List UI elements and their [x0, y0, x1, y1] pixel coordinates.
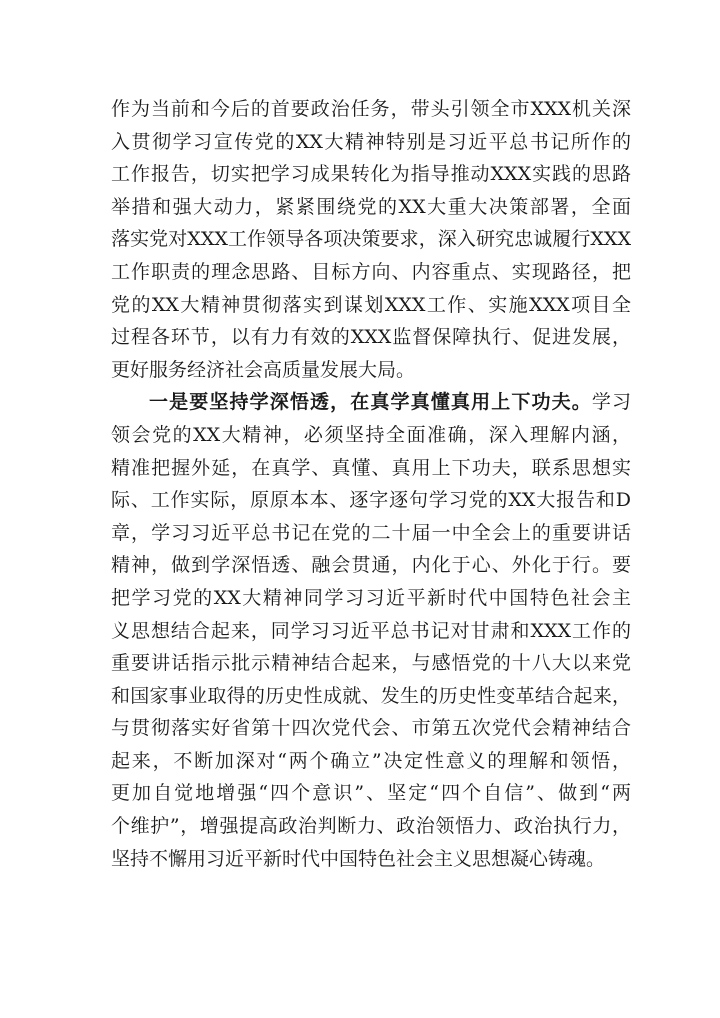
paragraph-line: 过程各环节，以有力有效的XXX监督保障执行、促进发展， — [111, 326, 631, 349]
paragraph-line: 坚持不懈用习近平新时代中国特色社会主义思想凝心铸魂。 — [111, 847, 606, 870]
paragraph-line: 领会党的XX大精神，必须坚持全面准确，深入理解内涵， — [111, 423, 631, 446]
paragraph-line: 与贯彻落实好省第十四次党代会、市第五次党代会精神结合 — [111, 717, 631, 740]
paragraph-line: 作为当前和今后的首要政治任务，带头引领全市XXX机关深 — [111, 98, 631, 120]
paragraph-line: 落实党对XXX工作领导各项决策要求，深入研究忠诚履行XXX — [111, 228, 631, 251]
paragraph-line: 党的XX大精神贯彻落实到谋划XXX工作、实施XXX项目全 — [111, 293, 631, 316]
section-heading: 一是要坚持学深悟透，在真学真懂真用上下功夫。 — [149, 391, 592, 414]
paragraph-line: 精神，做到学深悟透、融会贯通，内化于心、外化于行。要 — [111, 554, 631, 577]
paragraph-line: 和国家事业取得的历史性成就、发生的历史性变革结合起来， — [111, 684, 631, 707]
paragraph-line: 起来，不断加深对“两个确立”决定性意义的理解和领悟， — [111, 749, 631, 772]
paragraph-2 — [111, 386, 631, 875]
paragraph-first-line — [111, 386, 631, 419]
paragraph-line: 更好服务经济社会高质量发展大局。 — [111, 358, 416, 381]
paragraph-line: 入贯彻学习宣传党的XX大精神特别是习近平总书记所作的 — [111, 130, 631, 153]
paragraph-line: 际、工作实际，原原本本、逐字逐句学习党的XX大报告和D — [111, 489, 631, 512]
paragraph-line: 章，学习习近平总书记在党的二十届一中全会上的重要讲话 — [111, 521, 631, 544]
heading-continuation: 学习 — [591, 391, 631, 414]
paragraph-line: 工作职责的理念思路、目标方向、内容重点、实现路径，把 — [111, 260, 631, 283]
document-body — [111, 93, 631, 875]
paragraph-line: 更加自觉地增强“四个意识”、坚定“四个自信”、做到“两 — [111, 782, 631, 805]
paragraph-line: 义思想结合起来，同学习习近平总书记对甘肃和XXX工作的 — [111, 619, 631, 642]
paragraph-line: 举措和强大动力，紧紧围绕党的XX大重大决策部署，全面 — [111, 195, 631, 218]
paragraph-line: 个维护”，增强提高政治判断力、政治领悟力、政治执行力， — [111, 815, 631, 838]
paragraph-line: 重要讲话指示批示精神结合起来，与感悟党的十八大以来党 — [111, 652, 631, 675]
paragraph-line: 工作报告，切实把学习成果转化为指导推动XXX实践的思路 — [111, 163, 631, 186]
paragraph-line: 把学习党的XX大精神同学习习近平新时代中国特色社会主 — [111, 586, 631, 609]
paragraph-line: 精准把握外延，在真学、真懂、真用上下功夫，联系思想实 — [111, 456, 631, 479]
paragraph-1 — [111, 93, 631, 386]
